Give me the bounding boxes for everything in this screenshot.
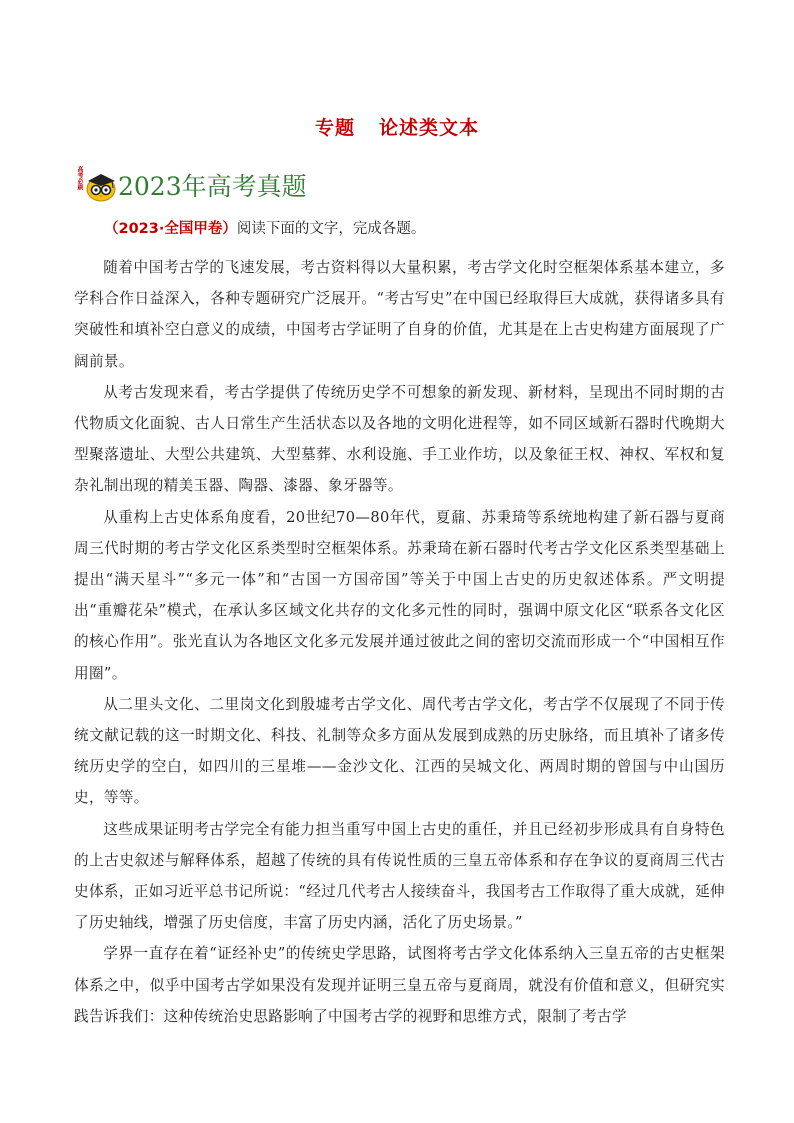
page-title bbox=[0, 113, 794, 140]
paragraph: 随着中国考古学的飞速发展，考古资料得以大量积累，考古学文化时空框架体系基本建立，多学科合作日益深入，各种专题研究广泛展开。“考古写史”在中国已经取得巨大成就，获得诸多具有突破性和填补空白意义的成绩，中国考古学证明了自身的价值，尤其是在上古史构建方面展现了广阔前景。 bbox=[74, 259, 725, 370]
paragraph: 学界一直存在着“证经补史”的传统史学思路，试图将考古学文化体系纳入三皇五帝的古史框架体系之中，似乎中国考古学如果没有发现并证明三皇五帝与夏商周，就没有价值和意义，但研究实践告诉我们：这种传统治史思路影响了中国考古学的视野和思维方式，限制了考古学 bbox=[74, 945, 725, 1025]
article-body bbox=[74, 252, 725, 1032]
question-intro bbox=[104, 217, 425, 238]
badge-text: 高考必刷 bbox=[76, 166, 83, 190]
paragraph: 从重构上古史体系角度看，20世纪70—80年代，夏鼐、苏秉琦等系统地构建了新石器与夏商周三代时期的考古学文化区系类型时空框架体系。苏秉琦在新石器时代考古学文化区系类型基础上提出“满天星斗”“多元一体”和“古国一方国帝国”等关于中国上古史的历史叙述体系。严文明提出“重瓣花朵”模式，在承认多区域文化共存的文化多元性的同时，强调中原文化区“联系各文化区的核心作用”。张光直认为各地区文化多元发展并通过彼此之间的密切交流而形成一个“中国相互作用圈”。 bbox=[74, 508, 725, 682]
instruction-text: 阅读下面的文字，完成各题。 bbox=[236, 221, 426, 237]
exam-source: （2023·全国甲卷） bbox=[104, 221, 237, 237]
owl-badge-icon bbox=[74, 166, 118, 204]
paragraph: 从二里头文化、二里岗文化到殷墟考古学文化、周代考古学文化，考古学不仅展现了不同于传统文献记载的这一时期文化、科技、礼制等众多方面从发展到成熟的历史脉络，而且填补了诸多传统历史学的空白，如四川的三星堆——金沙文化、江西的吴城文化、两周时期的曾国与中山国历史，等等。 bbox=[74, 695, 725, 807]
paragraph: 从考古发现来看，考古学提供了传统历史学不可想象的新发现、新材料，呈现出不同时期的古代物质文化面貌、古人日常生产生活状态以及各地的文明化进程等，如不同区域新石器时代晚期大型聚落遗址、大型公共建筑、大型墓葬、水利设施、手工业作坊，以及象征王权、神权、军权和复杂礼制出现的精美玉器、陶器、漆器、象牙器等。 bbox=[74, 383, 725, 495]
title-topic: 专题 bbox=[314, 117, 355, 139]
section-label: 2023年高考真题 bbox=[118, 172, 307, 201]
paragraph: 这些成果证明考古学完全有能力担当重写中国上古史的重任，并且已经初步形成具有自身特色的上古史叙述与解释体系，超越了传统的具有传说性质的三皇五帝体系和存在争议的夏商周三代古史体系，正如习近平总书记所说：“经过几代考古人接续奋斗，我国考古工作取得了重大成就，延伸了历史轴线，增强了历史信度，丰富了历史内涵，活化了历史场景。” bbox=[74, 820, 725, 932]
title-subject: 论述类文本 bbox=[379, 117, 480, 139]
section-header bbox=[74, 165, 307, 205]
